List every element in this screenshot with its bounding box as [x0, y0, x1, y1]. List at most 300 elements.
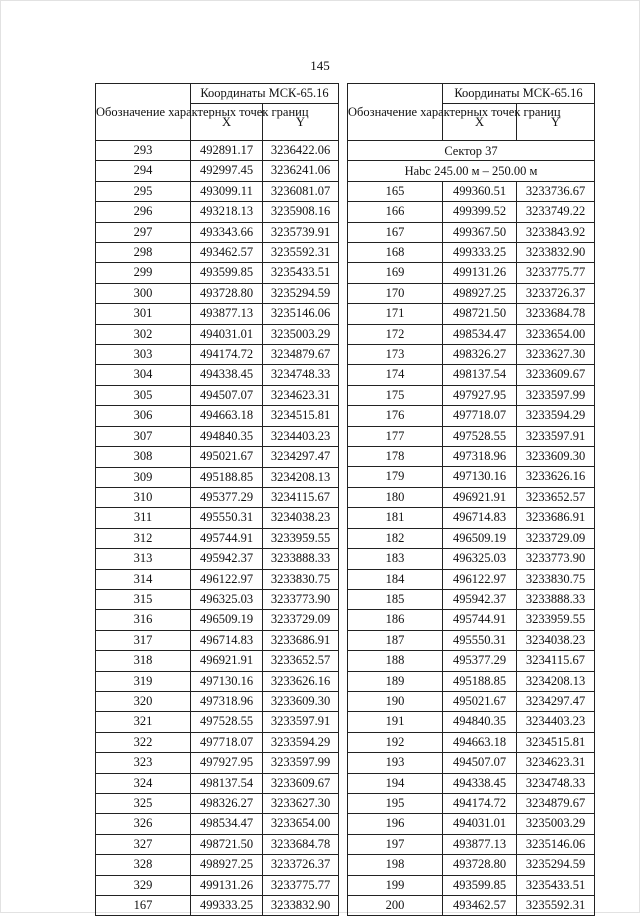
sector-title: Сектор 37 [348, 141, 595, 161]
x-value: 493877.13 [443, 834, 517, 854]
y-value: 3234403.23 [517, 712, 595, 732]
x-value: 494031.01 [191, 324, 263, 344]
y-value: 3233594.29 [263, 732, 339, 752]
y-value: 3233773.90 [263, 589, 339, 609]
y-value: 3236422.06 [263, 141, 339, 161]
y-value: 3233686.91 [517, 508, 595, 528]
y-value: 3235739.91 [263, 222, 339, 242]
table-row [96, 141, 339, 161]
x-value: 495744.91 [191, 528, 263, 548]
y-value: 3233626.16 [517, 467, 595, 487]
point-id: 200 [348, 896, 443, 916]
point-id: 187 [348, 630, 443, 650]
left-coordinates-table [95, 83, 339, 916]
x-value: 497528.55 [443, 426, 517, 446]
y-value: 3235592.31 [263, 243, 339, 263]
table-row [96, 202, 339, 222]
left-table-body [96, 141, 339, 916]
table-row [348, 671, 595, 691]
x-value: 494507.07 [191, 385, 263, 405]
x-value: 493877.13 [191, 304, 263, 324]
y-value: 3233959.55 [263, 528, 339, 548]
y-value: 3233626.16 [263, 671, 339, 691]
y-value: 3233652.57 [263, 651, 339, 671]
y-value: 3234623.31 [517, 753, 595, 773]
point-id: 179 [348, 467, 443, 487]
point-id: 178 [348, 447, 443, 467]
x-value: 499367.50 [443, 222, 517, 242]
y-value: 3233597.91 [263, 712, 339, 732]
y-value: 3235003.29 [263, 324, 339, 344]
y-value: 3234038.23 [517, 630, 595, 650]
point-id: 325 [96, 794, 191, 814]
y-value: 3234623.31 [263, 385, 339, 405]
point-id: 323 [96, 753, 191, 773]
point-id: 185 [348, 589, 443, 609]
point-id: 302 [96, 324, 191, 344]
point-id: 165 [348, 181, 443, 201]
point-id: 181 [348, 508, 443, 528]
y-value: 3234515.81 [263, 406, 339, 426]
table-row [348, 181, 595, 201]
point-id: 193 [348, 753, 443, 773]
x-value: 497718.07 [443, 406, 517, 426]
point-id: 173 [348, 345, 443, 365]
y-value: 3233773.90 [517, 549, 595, 569]
x-value: 499333.25 [443, 243, 517, 263]
table-row [96, 794, 339, 814]
y-value: 3234297.47 [263, 447, 339, 467]
table-row [348, 630, 595, 650]
x-value: 494507.07 [443, 753, 517, 773]
point-id: 313 [96, 549, 191, 569]
table-row [96, 426, 339, 446]
point-id: 167 [96, 896, 191, 916]
table-row [96, 753, 339, 773]
table-row [348, 467, 595, 487]
table-row [348, 855, 595, 875]
y-value: 3233959.55 [517, 610, 595, 630]
x-header: X [443, 104, 517, 141]
table-row [348, 610, 595, 630]
y-value: 3234208.13 [517, 671, 595, 691]
x-value: 492997.45 [191, 161, 263, 181]
x-value: 493218.13 [191, 202, 263, 222]
coords-header: Координаты МСК-65.16 [443, 84, 595, 104]
y-value: 3233609.67 [517, 365, 595, 385]
x-value: 495021.67 [191, 447, 263, 467]
table-row [96, 549, 339, 569]
page-number: 145 [310, 58, 330, 73]
point-id: 168 [348, 243, 443, 263]
y-value: 3234879.67 [517, 793, 595, 813]
point-id: 170 [348, 283, 443, 303]
x-value: 499333.25 [191, 896, 263, 916]
y-value: 3234748.33 [517, 773, 595, 793]
point-id: 328 [96, 855, 191, 875]
x-value: 495942.37 [191, 549, 263, 569]
table-row [348, 324, 595, 344]
x-value: 496122.97 [443, 569, 517, 589]
y-value: 3233843.92 [517, 222, 595, 242]
x-value: 496714.83 [191, 630, 263, 650]
table-row [96, 263, 339, 283]
table-row [96, 283, 339, 303]
y-value: 3235908.16 [263, 202, 339, 222]
point-id: 318 [96, 651, 191, 671]
x-value: 495188.85 [443, 671, 517, 691]
table-row [96, 365, 339, 385]
point-id: 174 [348, 365, 443, 385]
x-value: 495744.91 [443, 610, 517, 630]
x-value: 494174.72 [443, 793, 517, 813]
point-id: 198 [348, 855, 443, 875]
table-row [96, 589, 339, 609]
y-value: 3233594.29 [517, 406, 595, 426]
table-row [96, 161, 339, 181]
x-value: 493728.80 [443, 855, 517, 875]
y-value: 3234403.23 [263, 426, 339, 446]
point-id: 322 [96, 732, 191, 752]
y-value: 3233832.90 [517, 243, 595, 263]
designation-header: Обозначение характерных точек границ [348, 84, 443, 141]
table-row [348, 304, 595, 324]
point-id: 300 [96, 283, 191, 303]
x-value: 496509.19 [443, 528, 517, 548]
x-value: 496714.83 [443, 508, 517, 528]
table-row [96, 406, 339, 426]
y-value: 3233654.00 [517, 324, 595, 344]
point-id: 309 [96, 467, 191, 487]
point-id: 297 [96, 222, 191, 242]
table-row [348, 385, 595, 405]
point-id: 180 [348, 487, 443, 507]
x-value: 493599.85 [191, 263, 263, 283]
point-id: 314 [96, 569, 191, 589]
y-value: 3233597.99 [263, 753, 339, 773]
x-value: 499399.52 [443, 202, 517, 222]
y-value: 3233726.37 [263, 855, 339, 875]
x-value: 496921.91 [191, 651, 263, 671]
x-value: 495188.85 [191, 467, 263, 487]
table-row [96, 487, 339, 507]
point-id: 326 [96, 814, 191, 834]
point-id: 196 [348, 814, 443, 834]
y-value: 3233609.30 [517, 447, 595, 467]
point-id: 301 [96, 304, 191, 324]
y-value: 3233597.91 [517, 426, 595, 446]
x-value: 496325.03 [191, 589, 263, 609]
x-value: 494840.35 [443, 712, 517, 732]
point-id: 176 [348, 406, 443, 426]
y-value: 3233729.09 [517, 528, 595, 548]
point-id: 295 [96, 181, 191, 201]
y-value: 3234515.81 [517, 732, 595, 752]
x-value: 498927.25 [443, 283, 517, 303]
y-value: 3235433.51 [517, 875, 595, 895]
x-value: 497318.96 [191, 691, 263, 711]
x-value: 494338.45 [191, 365, 263, 385]
table-row [96, 181, 339, 201]
x-value: 496509.19 [191, 610, 263, 630]
table-row [96, 712, 339, 732]
y-value: 3235003.29 [517, 814, 595, 834]
point-id: 329 [96, 875, 191, 895]
point-id: 298 [96, 243, 191, 263]
y-value: 3234297.47 [517, 691, 595, 711]
table-row [96, 691, 339, 711]
x-value: 498137.54 [443, 365, 517, 385]
point-id: 188 [348, 651, 443, 671]
x-value: 499131.26 [191, 875, 263, 895]
point-id: 320 [96, 691, 191, 711]
x-value: 498534.47 [443, 324, 517, 344]
point-id: 191 [348, 712, 443, 732]
point-id: 327 [96, 834, 191, 854]
point-id: 317 [96, 630, 191, 650]
point-id: 315 [96, 589, 191, 609]
point-id: 321 [96, 712, 191, 732]
x-value: 495377.29 [443, 651, 517, 671]
table-row [96, 875, 339, 895]
point-id: 192 [348, 732, 443, 752]
table-row [348, 243, 595, 263]
point-id: 172 [348, 324, 443, 344]
y-value: 3233627.30 [517, 345, 595, 365]
table-row [96, 345, 339, 365]
y-header: Y [517, 104, 595, 141]
y-value: 3234208.13 [263, 467, 339, 487]
y-value: 3233775.77 [263, 875, 339, 895]
x-value: 497927.95 [443, 385, 517, 405]
point-id: 171 [348, 304, 443, 324]
table-row [348, 202, 595, 222]
y-value: 3233654.00 [263, 814, 339, 834]
x-value: 495377.29 [191, 487, 263, 507]
x-value: 496921.91 [443, 487, 517, 507]
table-row [96, 447, 339, 467]
table-row [348, 222, 595, 242]
y-value: 3233749.22 [517, 202, 595, 222]
x-value: 493728.80 [191, 283, 263, 303]
x-value: 498137.54 [191, 773, 263, 793]
x-value: 497528.55 [191, 712, 263, 732]
point-id: 166 [348, 202, 443, 222]
table-row [348, 263, 595, 283]
table-row [348, 753, 595, 773]
point-id: 190 [348, 691, 443, 711]
table-row [348, 814, 595, 834]
table-row [96, 630, 339, 650]
table-row [96, 610, 339, 630]
table-row [96, 896, 339, 916]
point-id: 311 [96, 508, 191, 528]
y-value: 3233726.37 [517, 283, 595, 303]
y-value: 3236081.07 [263, 181, 339, 201]
table-row [348, 528, 595, 548]
y-value: 3233609.30 [263, 691, 339, 711]
table-row [348, 732, 595, 752]
table-row [96, 855, 339, 875]
x-value: 493599.85 [443, 875, 517, 895]
coords-header: Координаты МСК-65.16 [191, 84, 339, 104]
table-row [96, 569, 339, 589]
table-row [348, 569, 595, 589]
y-value: 3233597.99 [517, 385, 595, 405]
point-id: 294 [96, 161, 191, 181]
x-value: 495942.37 [443, 589, 517, 609]
x-value: 494031.01 [443, 814, 517, 834]
table-row [348, 283, 595, 303]
point-id: 197 [348, 834, 443, 854]
x-value: 496122.97 [191, 569, 263, 589]
point-id: 199 [348, 875, 443, 895]
x-value: 494663.18 [443, 732, 517, 752]
point-id: 186 [348, 610, 443, 630]
table-row [348, 549, 595, 569]
y-value: 3233627.30 [263, 794, 339, 814]
x-value: 497130.16 [191, 671, 263, 691]
y-value: 3233609.67 [263, 773, 339, 793]
x-value: 494840.35 [191, 426, 263, 446]
x-value: 498326.27 [191, 794, 263, 814]
table-row [348, 691, 595, 711]
table-row [96, 222, 339, 242]
table-row [348, 426, 595, 446]
x-value: 494174.72 [191, 345, 263, 365]
point-id: 194 [348, 773, 443, 793]
table-row [96, 671, 339, 691]
table-row [348, 589, 595, 609]
point-id: 177 [348, 426, 443, 446]
table-row [96, 528, 339, 548]
x-value: 494663.18 [191, 406, 263, 426]
y-value: 3233736.67 [517, 181, 595, 201]
x-header: X [191, 104, 263, 141]
y-value: 3233830.75 [263, 569, 339, 589]
table-row [348, 406, 595, 426]
point-id: 184 [348, 569, 443, 589]
point-id: 293 [96, 141, 191, 161]
y-value: 3233832.90 [263, 896, 339, 916]
table-row [96, 467, 339, 487]
y-value: 3235294.59 [517, 855, 595, 875]
y-value: 3235592.31 [517, 896, 595, 916]
point-id: 305 [96, 385, 191, 405]
sector-title-row [348, 141, 595, 161]
table-row [96, 243, 339, 263]
point-id: 319 [96, 671, 191, 691]
y-value: 3233684.78 [517, 304, 595, 324]
y-value: 3233888.33 [263, 549, 339, 569]
point-id: 303 [96, 345, 191, 365]
point-id: 308 [96, 447, 191, 467]
table-row [96, 773, 339, 793]
x-value: 496325.03 [443, 549, 517, 569]
table-row [96, 814, 339, 834]
point-id: 189 [348, 671, 443, 691]
x-value: 497927.95 [191, 753, 263, 773]
point-id: 307 [96, 426, 191, 446]
designation-header: Обозначение характерных точек границ [96, 84, 191, 141]
table-row [348, 508, 595, 528]
table-row [348, 651, 595, 671]
table-row [348, 447, 595, 467]
point-id: 304 [96, 365, 191, 385]
table-row [348, 773, 595, 793]
x-value: 497718.07 [191, 732, 263, 752]
point-id: 306 [96, 406, 191, 426]
y-value: 3236241.06 [263, 161, 339, 181]
x-value: 498927.25 [191, 855, 263, 875]
x-value: 498534.47 [191, 814, 263, 834]
y-value: 3233684.78 [263, 834, 339, 854]
x-value: 495550.31 [191, 508, 263, 528]
sector-subtitle: Нabc 245.00 м – 250.00 м [348, 161, 595, 181]
point-id: 175 [348, 385, 443, 405]
table-row [96, 324, 339, 344]
table-row [348, 834, 595, 854]
y-value: 3233775.77 [517, 263, 595, 283]
right-coordinates-table [347, 83, 595, 916]
x-value: 493462.57 [191, 243, 263, 263]
point-id: 195 [348, 793, 443, 813]
x-value: 499360.51 [443, 181, 517, 201]
table-row [96, 385, 339, 405]
y-value: 3233729.09 [263, 610, 339, 630]
point-id: 169 [348, 263, 443, 283]
table-row [96, 651, 339, 671]
table-row [96, 508, 339, 528]
table-row [96, 304, 339, 324]
point-id: 183 [348, 549, 443, 569]
point-id: 299 [96, 263, 191, 283]
y-value: 3235146.06 [517, 834, 595, 854]
point-id: 182 [348, 528, 443, 548]
x-value: 494338.45 [443, 773, 517, 793]
table-row [96, 732, 339, 752]
x-value: 493099.11 [191, 181, 263, 201]
y-value: 3233888.33 [517, 589, 595, 609]
table-row [348, 712, 595, 732]
y-value: 3234879.67 [263, 345, 339, 365]
point-id: 324 [96, 773, 191, 793]
y-header: Y [263, 104, 339, 141]
point-id: 312 [96, 528, 191, 548]
x-value: 498721.50 [191, 834, 263, 854]
point-id: 167 [348, 222, 443, 242]
x-value: 495021.67 [443, 691, 517, 711]
x-value: 499131.26 [443, 263, 517, 283]
x-value: 495550.31 [443, 630, 517, 650]
right-table-body [348, 141, 595, 916]
table-row [348, 365, 595, 385]
table-row [348, 875, 595, 895]
y-value: 3234115.67 [517, 651, 595, 671]
x-value: 497130.16 [443, 467, 517, 487]
y-value: 3234748.33 [263, 365, 339, 385]
point-id: 296 [96, 202, 191, 222]
y-value: 3235433.51 [263, 263, 339, 283]
point-id: 310 [96, 487, 191, 507]
x-value: 498326.27 [443, 345, 517, 365]
y-value: 3235294.59 [263, 283, 339, 303]
x-value: 492891.17 [191, 141, 263, 161]
y-value: 3233652.57 [517, 487, 595, 507]
table-row [348, 345, 595, 365]
x-value: 493343.66 [191, 222, 263, 242]
y-value: 3235146.06 [263, 304, 339, 324]
